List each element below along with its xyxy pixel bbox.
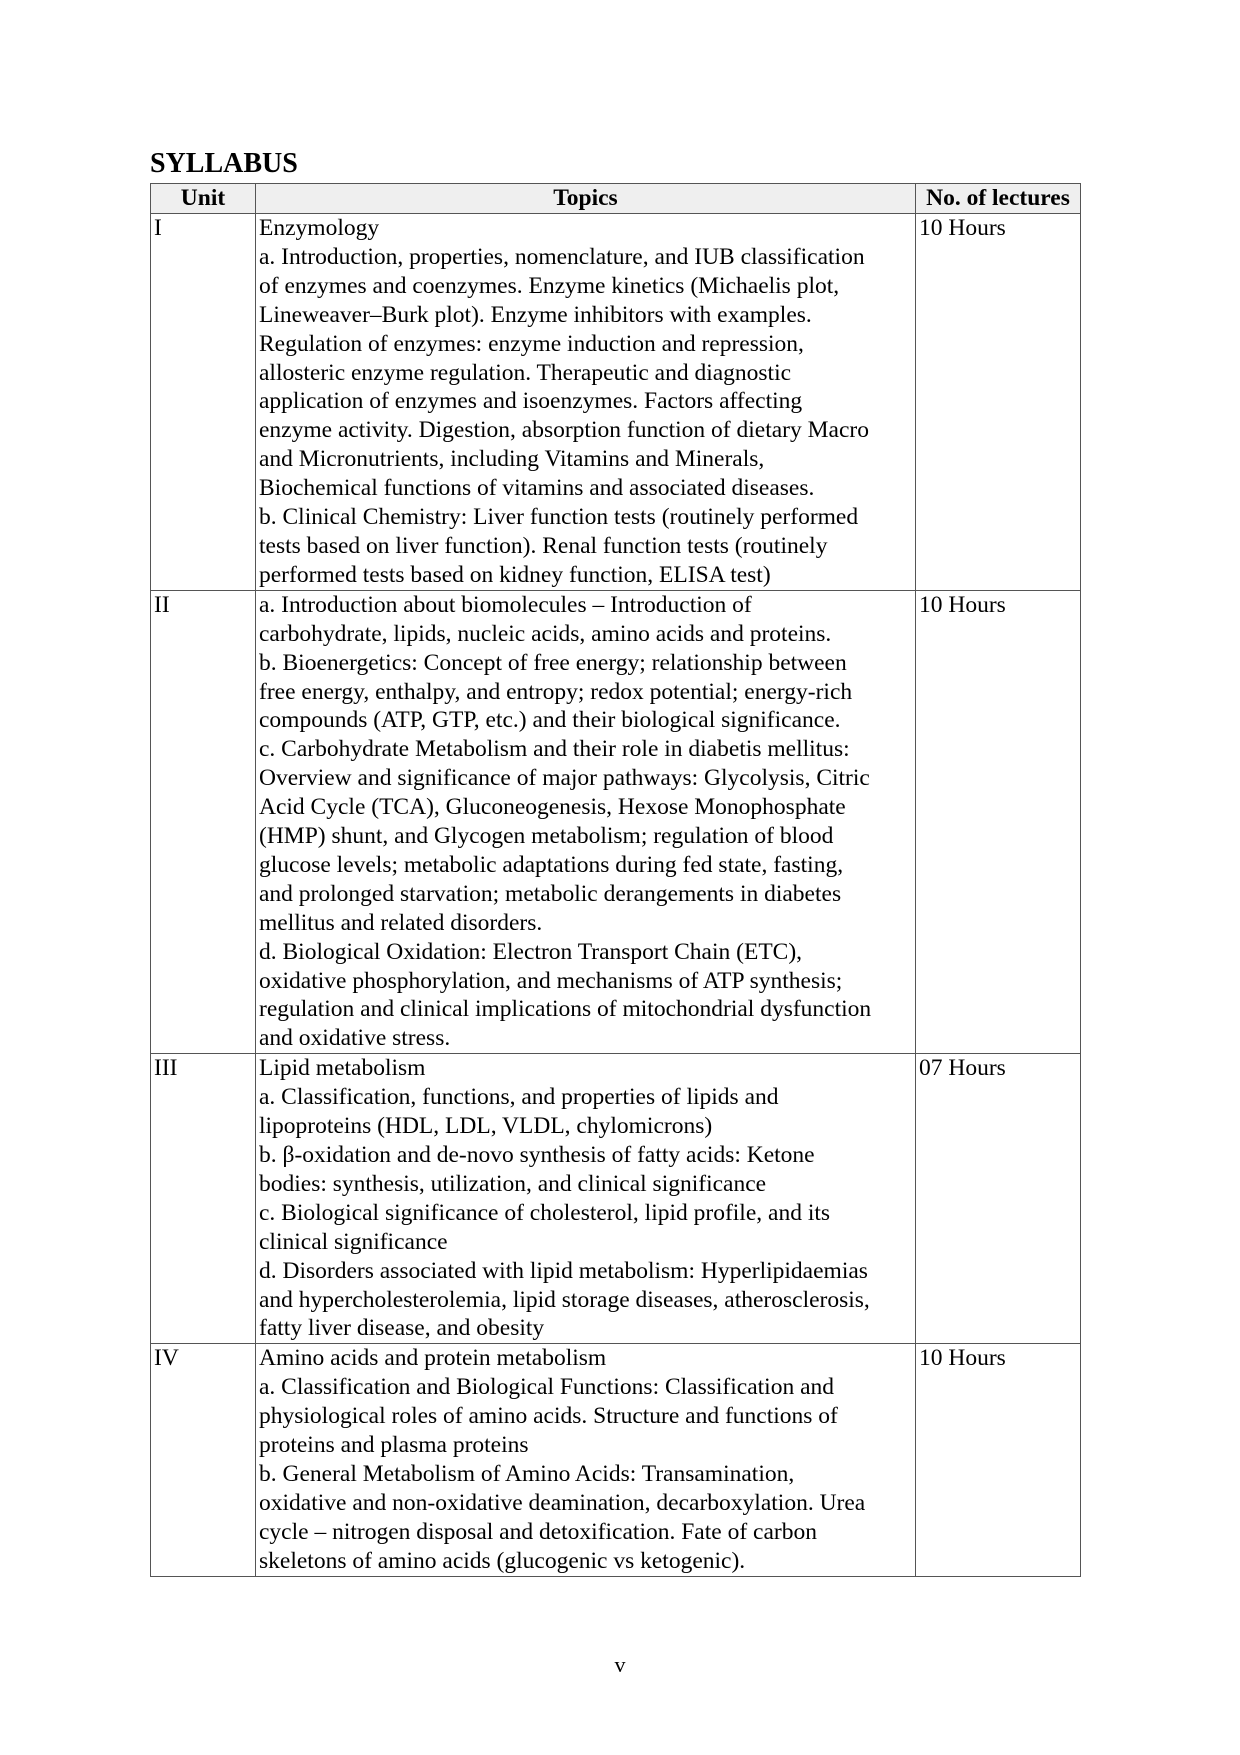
topic-line: performed tests based on kidney function, ELISA test) xyxy=(259,561,771,588)
lectures-cell: 10 Hours xyxy=(916,1344,1081,1576)
unit-cell: III xyxy=(151,1054,256,1344)
topic-line: bodies: synthesis, utilization, and clinical significance xyxy=(259,1170,767,1197)
unit-header: Unit xyxy=(151,184,256,214)
topic-line: lipoproteins (HDL, LDL, VLDL, chylomicrons) xyxy=(259,1113,713,1140)
topics-header: Topics xyxy=(256,184,916,214)
topic-line: d. Biological Oxidation: Electron Transport Chain (ETC), xyxy=(259,938,803,965)
table-header-row xyxy=(151,184,1081,214)
topic-line: physiological roles of amino acids. Structure and functions of xyxy=(259,1403,838,1430)
topic-line: a. Classification and Biological Functions: Classification and xyxy=(259,1374,835,1401)
topic-line: fatty liver disease, and obesity xyxy=(259,1315,545,1342)
topic-line: tests based on liver function). Renal function tests (routinely xyxy=(259,532,828,559)
topic-line: allosteric enzyme regulation. Therapeutic and diagnostic xyxy=(259,359,792,386)
topics-cell xyxy=(256,1054,916,1344)
unit-cell: II xyxy=(151,590,256,1054)
topic-line: Acid Cycle (TCA), Gluconeogenesis, Hexose Monophosphate xyxy=(259,794,846,821)
topic-line: free energy, enthalpy, and entropy; redox potential; energy-rich xyxy=(259,678,853,705)
lectures-cell: 07 Hours xyxy=(916,1054,1081,1344)
table-row xyxy=(151,214,1081,591)
topic-line: d. Disorders associated with lipid metabolism: Hyperlipidaemias xyxy=(259,1257,868,1284)
topic-line: Enzymology xyxy=(259,215,380,241)
page-title: SYLLABUS xyxy=(150,148,298,179)
topic-line: clinical significance xyxy=(259,1228,448,1255)
topic-line: of enzymes and coenzymes. Enzyme kinetics (Michaelis plot, xyxy=(259,272,840,299)
topic-line: b. β-oxidation and de-novo synthesis of fatty acids: Ketone xyxy=(259,1142,815,1168)
topic-line: mellitus and related disorders. xyxy=(259,909,543,936)
topic-line: a. Classification, functions, and properties of lipids and xyxy=(259,1084,779,1111)
topics-cell xyxy=(256,214,916,591)
table-row xyxy=(151,1344,1081,1576)
topic-line: and Micronutrients, including Vitamins and Minerals, xyxy=(259,446,765,473)
unit-cell: IV xyxy=(151,1344,256,1576)
topic-line: cycle – nitrogen disposal and detoxification. Fate of carbon xyxy=(259,1518,817,1545)
topic-line: and oxidative stress. xyxy=(259,1025,451,1052)
topic-line: (HMP) shunt, and Glycogen metabolism; regulation of blood xyxy=(259,823,834,850)
topic-line: Amino acids and protein metabolism xyxy=(259,1345,607,1372)
topic-line: compounds (ATP, GTP, etc.) and their biological significance. xyxy=(259,707,841,734)
topics-cell xyxy=(256,590,916,1054)
topic-line: carbohydrate, lipids, nucleic acids, amino acids and proteins. xyxy=(259,620,832,647)
topic-line: b. Bioenergetics: Concept of free energy; relationship between xyxy=(259,649,847,676)
topic-line: a. Introduction, properties, nomenclature, and IUB classification xyxy=(259,243,865,270)
topic-line: Overview and significance of major pathways: Glycolysis, Citric xyxy=(259,765,870,792)
page-number: v xyxy=(614,1652,626,1677)
topic-line: Lineweaver–Burk plot). Enzyme inhibitors with examples. xyxy=(259,301,812,328)
topic-line: enzyme activity. Digestion, absorption function of dietary Macro xyxy=(259,417,869,444)
topic-line: oxidative and non-oxidative deamination, decarboxylation. Urea xyxy=(259,1489,866,1516)
topic-line: application of enzymes and isoenzymes. Factors affecting xyxy=(259,388,803,415)
topic-line: regulation and clinical implications of mitochondrial dysfunction xyxy=(259,996,872,1023)
topic-line: b. Clinical Chemistry: Liver function tests (routinely performed xyxy=(259,504,859,531)
topic-line: oxidative phosphorylation, and mechanisms of ATP synthesis; xyxy=(259,967,843,994)
topic-line: proteins and plasma proteins xyxy=(259,1432,529,1459)
table-row xyxy=(151,590,1081,1054)
topic-line: c. Carbohydrate Metabolism and their role in diabetis mellitus: xyxy=(259,736,850,763)
topic-line: Regulation of enzymes: enzyme induction and repression, xyxy=(259,330,804,357)
topic-line: b. General Metabolism of Amino Acids: Transamination, xyxy=(259,1460,795,1487)
topic-line: c. Biological significance of cholesterol, lipid profile, and its xyxy=(259,1199,831,1226)
topic-line: Biochemical functions of vitamins and associated diseases. xyxy=(259,475,815,502)
unit-cell: I xyxy=(151,214,256,591)
topic-line: and prolonged starvation; metabolic derangements in diabetes xyxy=(259,880,842,907)
lectures-cell: 10 Hours xyxy=(916,590,1081,1054)
topic-line: glucose levels; metabolic adaptations during fed state, fasting, xyxy=(259,851,844,878)
topic-line: skeletons of amino acids (glucogenic vs ketogenic). xyxy=(259,1547,746,1574)
table-row xyxy=(151,1054,1081,1344)
topic-line: a. Introduction about biomolecules – Introduction of xyxy=(259,591,752,618)
lectures-header: No. of lectures xyxy=(916,184,1081,214)
lectures-cell: 10 Hours xyxy=(916,214,1081,591)
syllabus-table xyxy=(150,183,1081,1577)
topics-cell xyxy=(256,1344,916,1576)
topic-line: Lipid metabolism xyxy=(259,1055,426,1082)
topic-line: and hypercholesterolemia, lipid storage diseases, atherosclerosis, xyxy=(259,1286,870,1313)
syllabus-rows xyxy=(151,214,1081,1577)
